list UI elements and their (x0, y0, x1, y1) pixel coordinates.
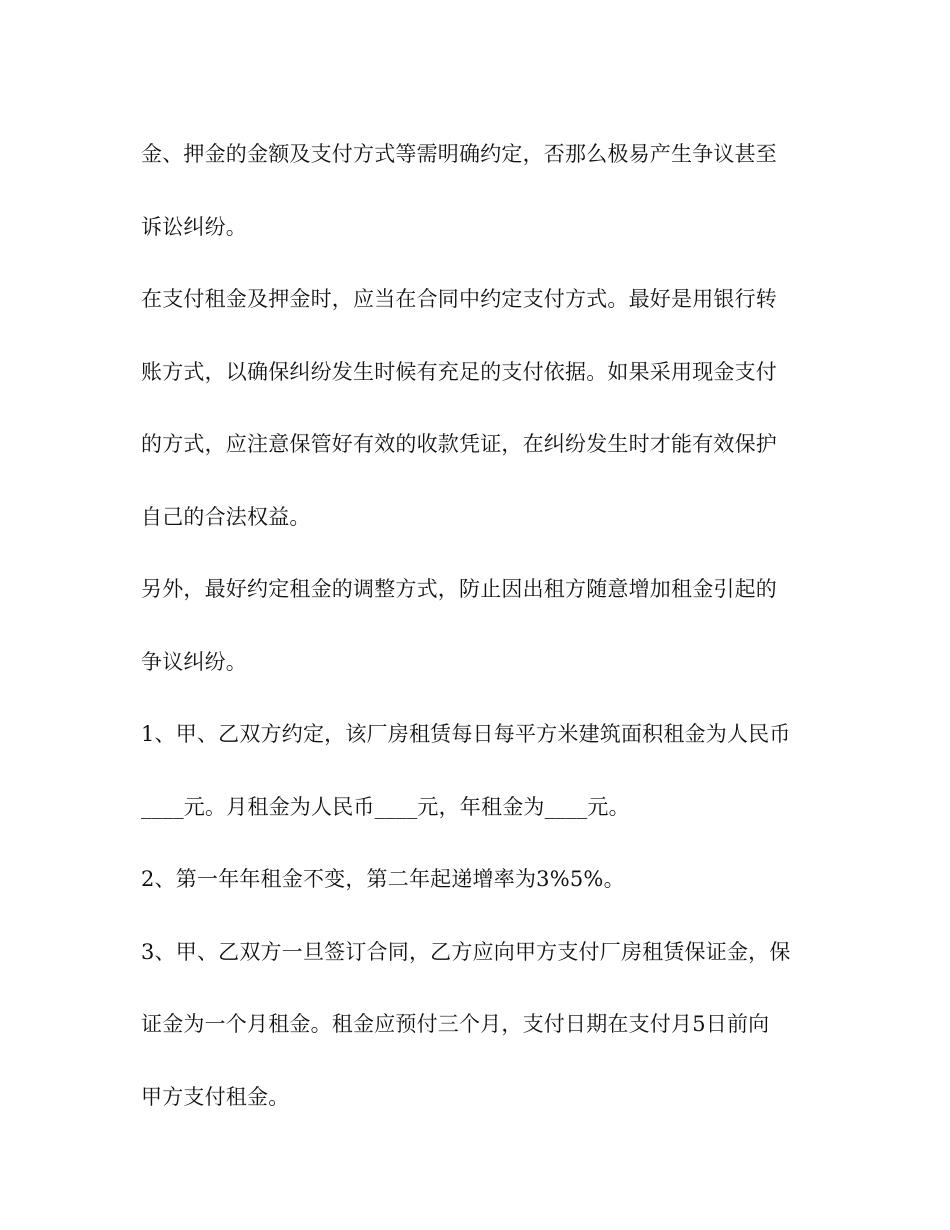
text-line: 诉讼纠纷。 (141, 214, 247, 239)
document-body (141, 118, 821, 1133)
text-line: 另外，最好约定租金的调整方式，防止因出租方随意增加租金引起的 (141, 577, 777, 601)
text-line: 金、押金的金额及支付方式等需明确约定，否那么极易产生争议甚至 (141, 142, 777, 166)
text-line: 争议纠纷。 (141, 649, 247, 674)
text-line: 的方式，应注意保管好有效的收款凭证，在纠纷发生时才能有效保护 (141, 432, 777, 456)
text-line: 甲方支付租金。 (141, 1084, 290, 1109)
text-line: 1、甲、乙双方约定，该厂房租赁每日每平方米建筑面积租金为人民币 (141, 722, 791, 746)
text-line: 2、第一年年租金不变，第二年起递增率为3%5%。 (141, 867, 625, 891)
text-line: 3、甲、乙双方一旦签订合同，乙方应向甲方支付厂房租赁保证金，保 (141, 939, 791, 964)
text-line: 账方式，以确保纠纷发生时候有充足的支付依据。如果采用现金支付 (141, 359, 777, 384)
text-line: 自己的合法权益。 (141, 504, 311, 529)
text-line: 证金为一个月租金。租金应预付三个月，支付日期在支付月5日前向 (141, 1012, 770, 1036)
text-line: ____元。月租金为人民币____元，年租金为____元。 (141, 794, 630, 819)
text-line: 在支付租金及押金时，应当在合同中约定支付方式。最好是用银行转 (141, 287, 777, 311)
